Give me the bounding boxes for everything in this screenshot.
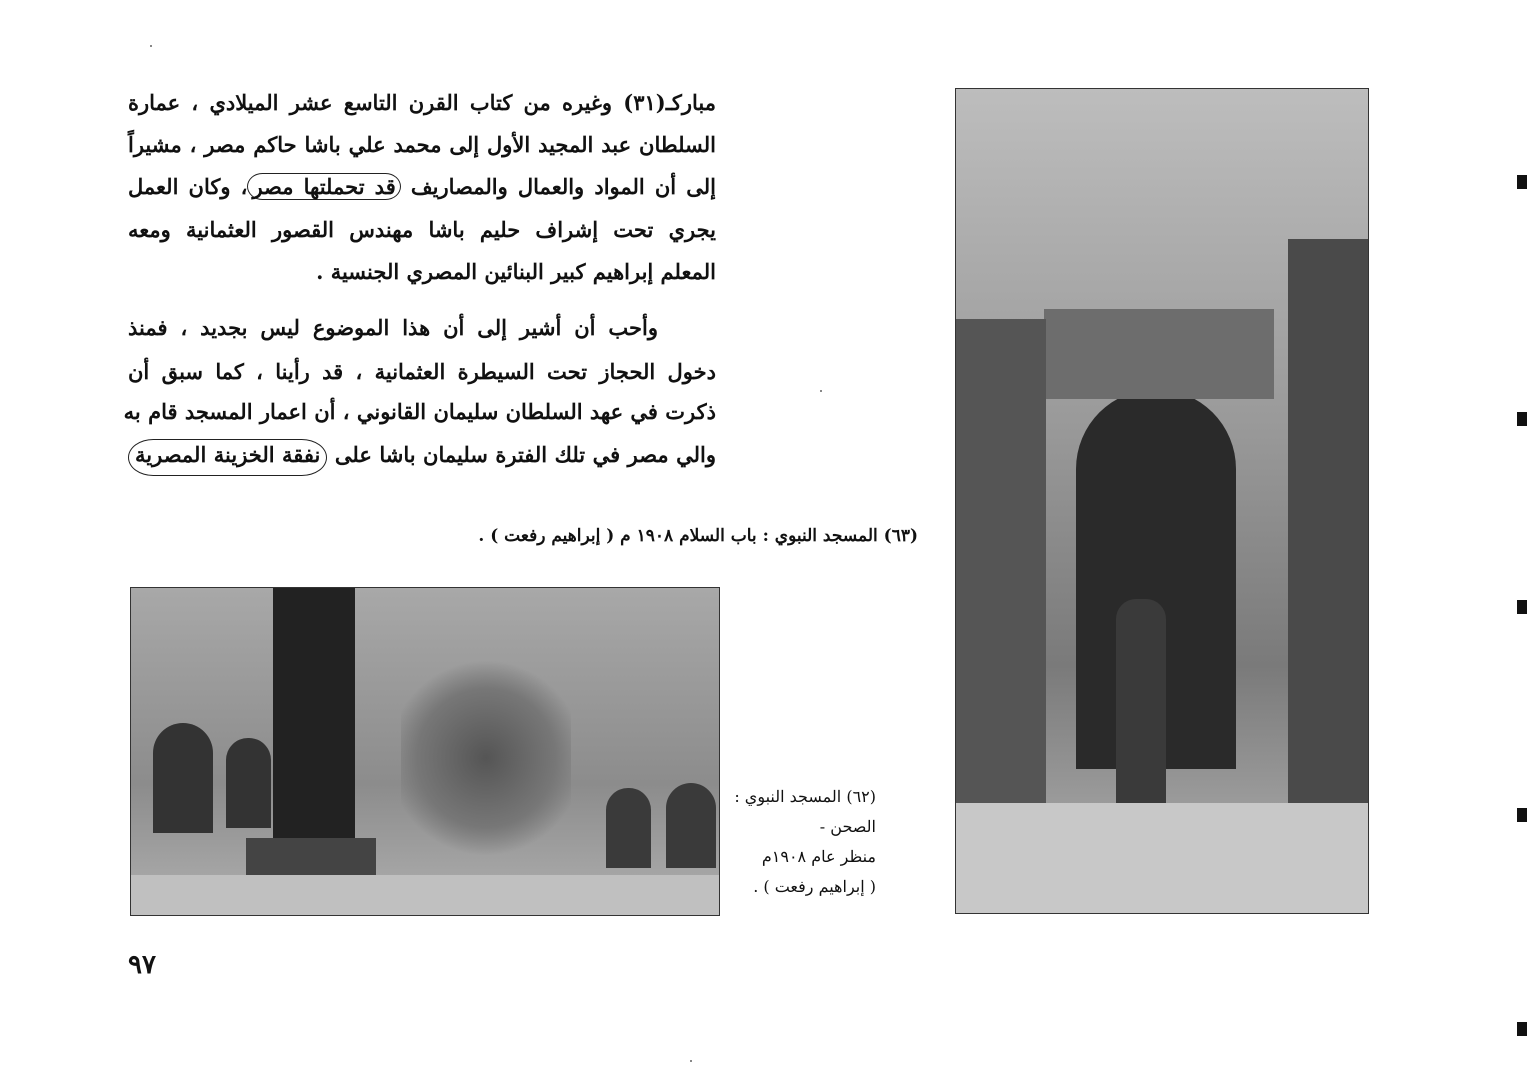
caption-line: ( إبراهيم رفعت ) . — [753, 877, 876, 896]
caption-line: (٦٢) المسجد النبوي : — [734, 787, 876, 806]
scan-speck — [690, 1060, 692, 1062]
text-line: وأحب أن أشير إلى أن هذا الموضوع ليس بجديد ، فمنذ — [128, 315, 658, 340]
photo-mosque-courtyard — [130, 587, 720, 916]
arch — [606, 788, 651, 868]
text-segment: إلى أن المواد والعمال والمصاريف — [410, 174, 717, 199]
ground — [131, 875, 719, 915]
text-line: مباركـ(٣١) وغيره من كتاب القرن التاسع عشر الميلادي ، عمارة — [128, 90, 716, 115]
text-line: يجري تحت إشراف حليم باشا مهندس القصور العثمانية ومعه — [128, 217, 716, 242]
scan-edge-mark — [1517, 808, 1527, 822]
scan-speck — [820, 390, 822, 392]
page-number: ٩٧ — [128, 950, 156, 980]
text-line-annotated — [128, 440, 716, 470]
photo-caption-63: (٦٣) المسجد النبوي : باب السلام ١٩٠٨ م ( إبراهيم رفعت ) . — [478, 526, 918, 546]
scan-edge-mark — [1517, 600, 1527, 614]
text-segment: ، وكان العمل — [128, 174, 248, 199]
scan-edge-mark — [1517, 1022, 1527, 1036]
gate-facade — [1044, 309, 1274, 399]
column — [273, 588, 355, 838]
text-line-annotated — [128, 172, 716, 202]
scan-edge-mark — [1517, 412, 1527, 426]
text-line: السلطان عبد المجيد الأول إلى محمد علي باشا حاكم مصر ، مشيراً — [128, 132, 716, 157]
arch — [153, 723, 213, 833]
arch — [666, 783, 716, 868]
text-segment: والي مصر في تلك الفترة سليمان باشا على — [334, 442, 717, 467]
text-line: ذكرت في عهد السلطان سليمان القانوني ، أن اعمار المسجد قام به — [123, 399, 716, 424]
arch — [226, 738, 271, 828]
right-building — [1288, 239, 1368, 839]
text-line: المعلم إبراهيم كبير البنائين المصري الجنسية . — [316, 259, 716, 284]
photo-caption-62 — [734, 782, 876, 902]
scan-speck — [150, 45, 152, 47]
scan-edge-mark — [1517, 175, 1527, 189]
street — [956, 803, 1368, 913]
photo-bab-al-salam — [955, 88, 1369, 914]
left-building — [956, 319, 1046, 839]
caption-line: منظر عام ١٩٠٨م — [761, 847, 876, 866]
palm-trees — [401, 648, 571, 868]
circled-phrase: نفقة الخزينة المصرية — [128, 439, 327, 476]
figure — [1116, 599, 1166, 809]
text-line: دخول الحجاز تحت السيطرة العثمانية ، قد رأينا ، كما سبق أن — [128, 359, 716, 384]
caption-line: الصحن - — [819, 817, 876, 836]
circled-phrase: قد تحملتها مصر — [247, 173, 400, 200]
